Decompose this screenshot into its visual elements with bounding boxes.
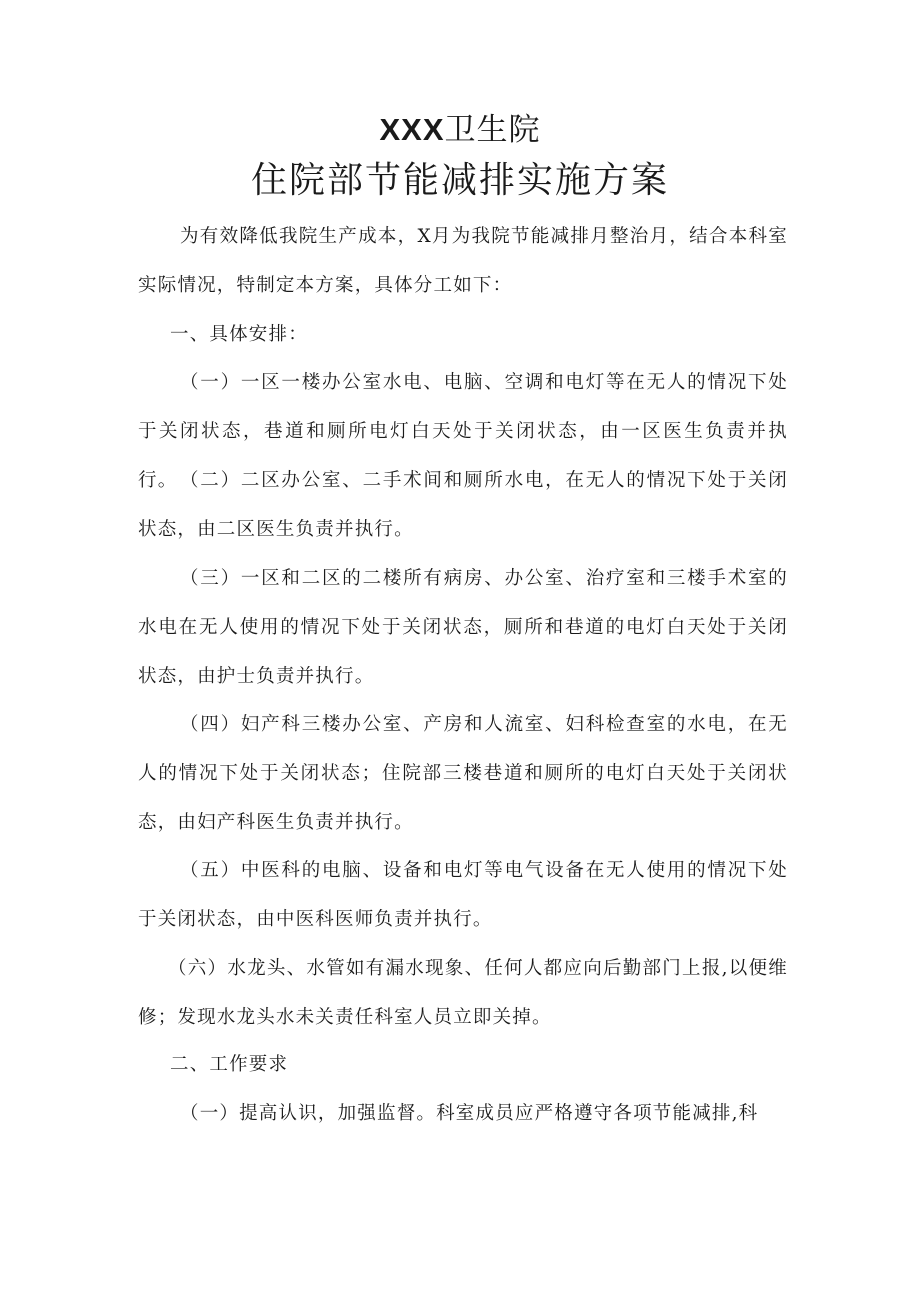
intro-paragraph: 为有效降低我院生产成本，X月为我院节能减排月整治月，结合本科室实际情况，特制定本方案，具体分工如下： [138,226,788,296]
arrangement-item-1: （一）一区一楼办公室水电、电脑、空调和电灯等在无人的情况下处于关闭状态，巷道和厕所电灯白天处于关闭状态，由一区医生负责并执行。 [138,372,788,491]
document-title-line2: 住院部节能减排实施方案 [250,160,669,201]
arrangement-item-5: （五）中医科的电脑、设备和电灯等电气设备在无人使用的情况下处于关闭状态，由中医科医师负责并执行。 [138,860,788,930]
arrangement-item-4: （四）妇产科三楼办公室、产房和人流室、妇科检查室的水电，在无人的情况下处于关闭状态；住院部三楼巷道和厕所的电灯白天处于关闭状态，由妇产科医生负责并执行。 [138,714,788,833]
section1-heading: 一、具体安排： [170,324,308,345]
title-org-prefix: XXX [379,112,445,147]
section2-heading: 二、工作要求 [170,1054,289,1075]
arrangement-item-2: （二）二区办公室、二手术间和厕所水电，在无人的情况下处于关闭状态，由二区医生负责并执行。 [138,470,788,540]
arrangement-item-3: （三）一区和二区的二楼所有病房、办公室、治疗室和三楼手术室的水电在无人使用的情况下处于关闭状态，厕所和巷道的电灯白天处于关闭状态，由护士负责并执行。 [138,568,788,687]
title-org-name: 卫生院 [444,112,541,148]
requirement-item-1: （一）提高认识，加强监督。科室成员应严格遵守各项节能减排,科 [180,1103,759,1124]
arrangement-item-6: （六）水龙头、水管如有漏水现象、任何人都应向后勤部门上报,以便维修；发现水龙头水未关责任科室人员立即关掉。 [138,958,788,1028]
document-title-line1 [0,108,920,152]
